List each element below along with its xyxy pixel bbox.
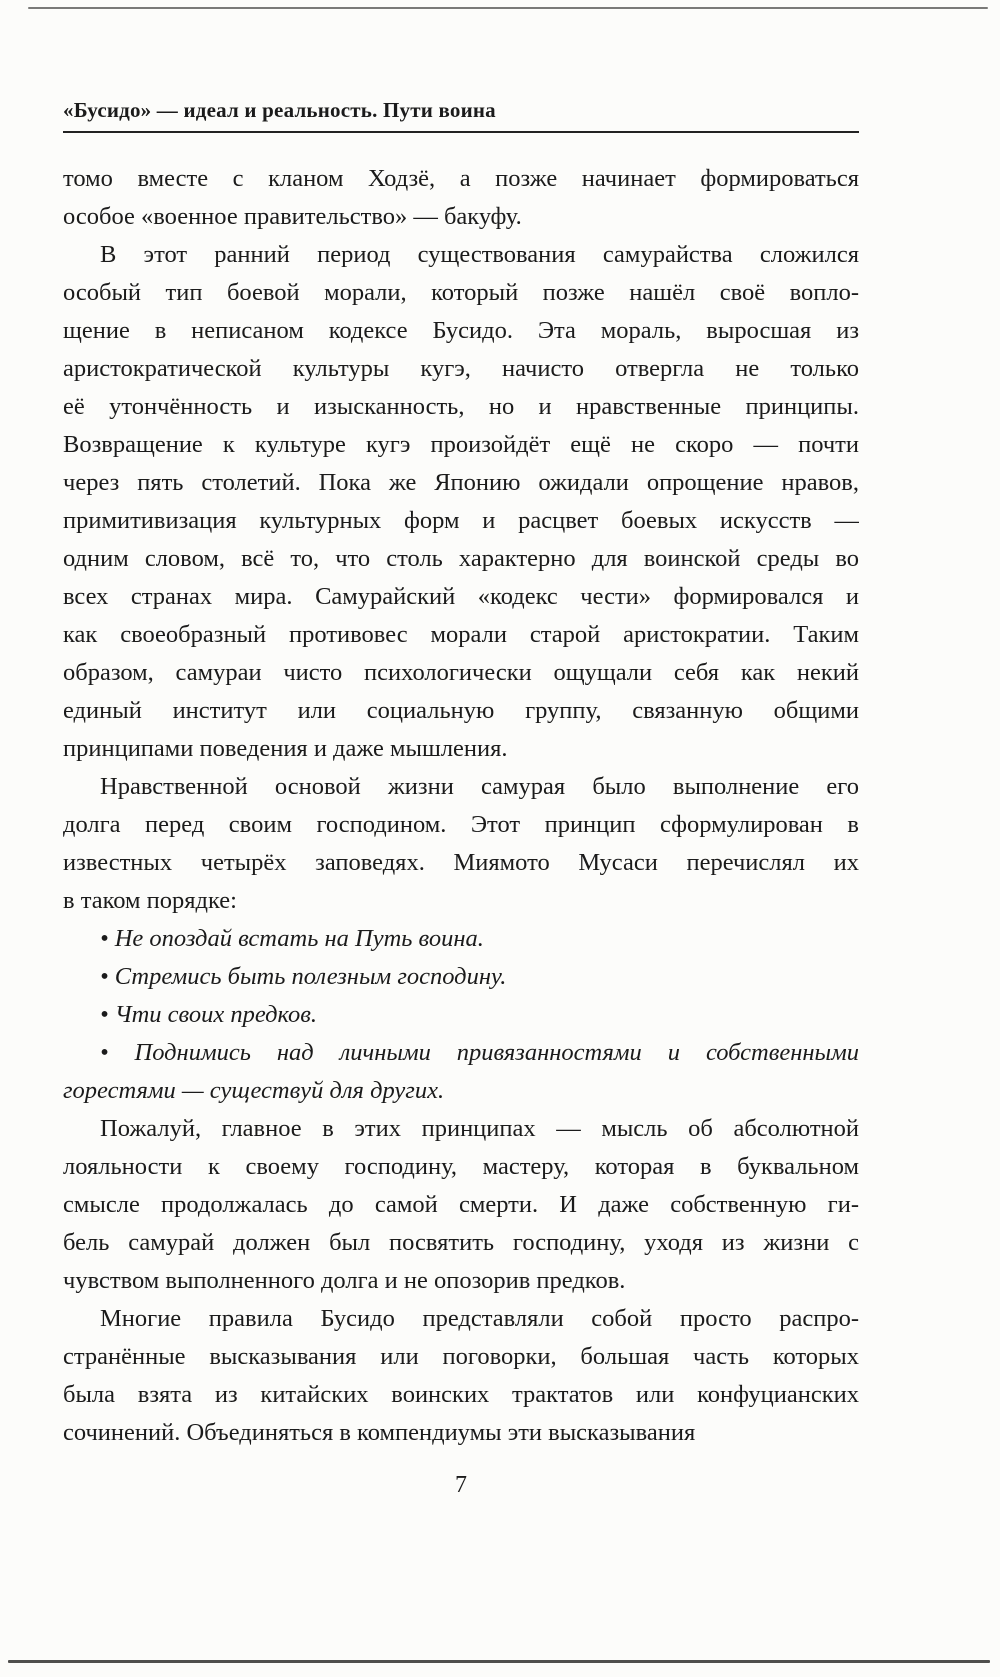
text-line: сочинений. Объединяться в компендиумы эти высказывания xyxy=(63,1419,696,1446)
text-line: • Чти своих предков. xyxy=(100,1001,318,1028)
text-line: • Стремись быть полезным господину. xyxy=(100,963,507,990)
text-line: Пожалуй, главное в этих принципах — мысль об абсолютной xyxy=(100,1115,859,1142)
text-line: её утончённость и изысканность, но и нравственные принципы. xyxy=(63,393,859,420)
text-body xyxy=(63,160,859,1452)
scan-edge-bottom xyxy=(8,1660,990,1663)
text-line: через пять столетий. Пока же Японию ожидали опрощение нравов, xyxy=(63,469,859,496)
text-line: • Поднимись над личными привязанностями и собственными xyxy=(100,1039,859,1066)
text-line: одним словом, всё то, что столь характерно для воинской среды во xyxy=(63,545,859,572)
text-line: смысле продолжалась до самой смерти. И даже собственную ги- xyxy=(63,1191,859,1218)
text-line: долга перед своим господином. Этот принцип сформулирован в xyxy=(63,811,859,838)
text-line: особое «военное правительство» — бакуфу. xyxy=(63,203,522,230)
header-rule xyxy=(63,131,859,133)
text-line: принципами поведения и даже мышления. xyxy=(63,735,508,762)
text-line: была взята из китайских воинских трактатов или конфуцианских xyxy=(63,1381,859,1408)
running-header: «Бусидо» — идеал и реальность. Пути воина xyxy=(63,98,496,122)
text-line: горестями — существуй для других. xyxy=(63,1077,445,1104)
text-line: единый институт или социальную группу, связанную общими xyxy=(63,697,859,724)
text-line: известных четырёх заповедях. Миямото Мусаси перечислял их xyxy=(63,849,859,876)
text-line: в таком порядке: xyxy=(63,887,237,914)
text-line: Возвращение к культуре кугэ произойдёт ещё не скоро — почти xyxy=(63,431,859,458)
page-number: 7 xyxy=(455,1472,467,1498)
text-line: странённые высказывания или поговорки, большая часть которых xyxy=(63,1343,859,1370)
text-line: особый тип боевой морали, который позже нашёл своё вопло- xyxy=(63,279,859,306)
text-line: образом, самураи чисто психологически ощущали себя как некий xyxy=(63,659,859,686)
text-line: аристократической культуры кугэ, начисто отвергла не только xyxy=(63,355,859,382)
text-line: лояльности к своему господину, мастеру, которая в буквальном xyxy=(63,1153,859,1180)
text-line: томо вместе с кланом Ходзё, а позже начинает формироваться xyxy=(63,165,859,192)
text-line: Многие правила Бусидо представляли собой просто распро- xyxy=(100,1305,859,1332)
text-line: Нравственной основой жизни самурая было выполнение его xyxy=(100,773,859,800)
text-line: • Не опоздай встать на Путь воина. xyxy=(100,925,484,952)
text-line: всех странах мира. Самурайский «кодекс чести» формировался и xyxy=(63,583,859,610)
text-line: бель самурай должен был посвятить господину, уходя из жизни с xyxy=(63,1229,859,1256)
text-line: как своеобразный противовес морали старой аристократии. Таким xyxy=(63,621,859,648)
text-line: В этот ранний период существования самурайства сложился xyxy=(100,241,859,268)
text-line: чувством выполненного долга и не опозорив предков. xyxy=(63,1267,626,1294)
text-line: щение в неписаном кодексе Бусидо. Эта мораль, выросшая из xyxy=(63,317,859,344)
text-line: примитивизация культурных форм и расцвет боевых искусств — xyxy=(63,507,859,534)
scan-edge-top xyxy=(28,7,988,9)
